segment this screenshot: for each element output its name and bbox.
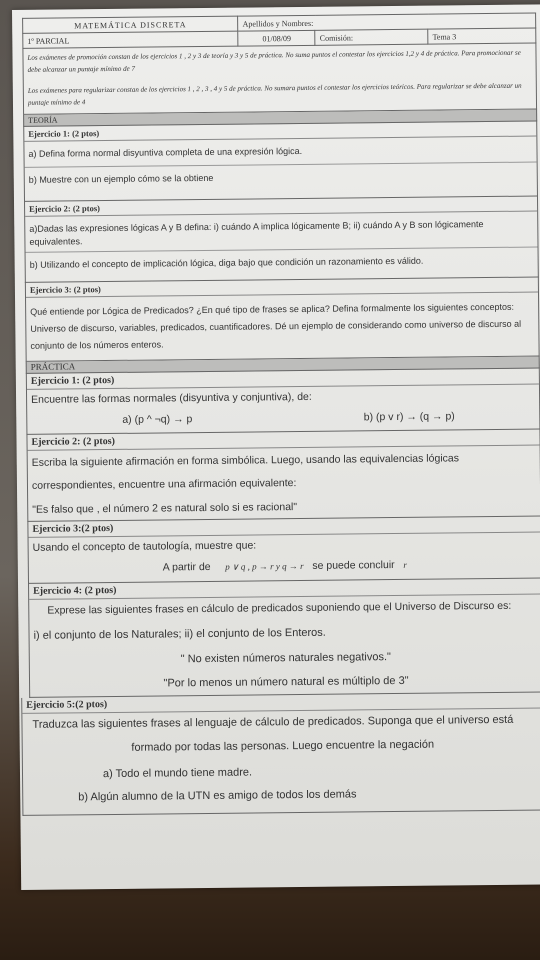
exam-topic: Tema 3 — [428, 28, 536, 44]
exercise-line: Escriba la siguiente afirmación en forma simbólica. Luego, usando las equivalencias lógicas — [31, 452, 460, 469]
exercise-title: Ejercicio 5:(2 ptos) — [22, 692, 540, 713]
exercise-title: Ejercicio 3: (2 ptos) — [26, 278, 538, 298]
exercise-line: "Es falso que , el número 2 es natural solo si es racional" — [32, 501, 298, 516]
names-label: Apellidos y Nombres: — [238, 13, 536, 31]
exercise-line: Traduzca las siguientes frases al lenguaje de cálculo de predicados. Suponga que el universo está — [32, 713, 514, 731]
rule-regularize: Los exámenes para regularizar constan de los ejercicios 1 , 2 , 3 , 4 y 5 de práctica. No sumara puntos el contestar los ejercicios teóricos. Para regularizar se debe alcanzar un puntaje mínimo de 4 — [27, 81, 522, 107]
formula: r — [403, 559, 407, 570]
exercise-title: Ejercicio 2: (2 ptos) — [25, 197, 537, 217]
text-part: A partir de — [162, 560, 211, 574]
exercise-line: Qué entiende por Lógica de Predicados? ¿En qué tipo de frases se aplica? Defina formalmente los siguientes conceptos: Universo de discurso, variables, predicados, cuantificadores. Dé un ejemplo de considerando como universo de discurso al conjunto de los números enteros. — [30, 301, 522, 351]
exam-paper — [12, 4, 540, 890]
exercise-line: Encuentre las formas normales (disyuntiva y conjuntiva), de: — [31, 390, 312, 406]
practica-ex4 — [28, 578, 540, 697]
text-part: se puede concluir — [312, 559, 395, 572]
teoria-ex3 — [25, 277, 540, 361]
exercise-line: b) Algún alumno de la UTN es amigo de todos los demás — [78, 788, 357, 804]
exercise-line: a)Dadas las expresiones lógicas A y B defina: i) cuándo A implica lógicamente B; ii) cuándo A y B son lógicamente equivalentes. — [25, 212, 537, 253]
practica-ex5 — [21, 692, 540, 815]
exam-sheet — [22, 13, 540, 816]
exercise-line: a) Todo el mundo tiene madre. — [102, 766, 253, 781]
exercise-line: correspondientes, encuentre una afirmación equivalente: — [31, 477, 297, 492]
exam-date: 01/08/09 — [238, 30, 315, 46]
exercise-line: Exprese las siguientes frases en cálculo de predicados suponiendo que el Universo de Discurso es: — [47, 599, 512, 617]
practica-ex2 — [26, 429, 540, 521]
commission-label: Comisión: — [315, 29, 428, 45]
exercise-line: b) Muestre con un ejemplo cómo se la obtiene — [28, 172, 214, 185]
formula: p ∨ q , p → r y q → r — [225, 560, 304, 572]
practica-band: PRÁCTICA — [26, 356, 540, 373]
exercise-line: Usando el concepto de tautología, muestre que: — [32, 539, 257, 554]
exercise-line: a) Defina forma normal disyuntiva completa de una expresión lógica. — [24, 137, 536, 168]
exercise-line: " No existen números naturales negativos." — [180, 651, 391, 666]
exercise-title: Ejercicio 4: (2 ptos) — [29, 578, 540, 599]
exercise-title: Ejercicio 1: (2 ptos) — [27, 369, 539, 390]
teoria-band: TEORÍA — [23, 110, 537, 127]
practica-ex3 — [27, 516, 540, 583]
exam-name: 1º PARCIAL — [23, 31, 239, 48]
practica-ex1 — [26, 368, 540, 434]
exercise-line: b) Utilizando el concepto de implicación lógica, diga bajo que condición un razonamiento es válido. — [29, 255, 424, 270]
exercise-line: formado por todas las personas. Luego encuentre la negación — [131, 738, 435, 754]
exercise-line: i) el conjunto de los Naturales; ii) el conjunto de los Enteros. — [33, 626, 326, 642]
exercise-title: Ejercicio 1: (2 ptos) — [24, 122, 536, 142]
exercise-title: Ejercicio 2: (2 ptos) — [27, 429, 539, 450]
exercise-title: Ejercicio 3:(2 ptos) — [28, 516, 540, 537]
teoria-ex2 — [24, 197, 539, 283]
option-b: b) (p v r) → (q → p) — [363, 410, 455, 424]
exercise-line: "Por lo menos un número natural es múltiplo de 3" — [163, 674, 409, 690]
teoria-ex1 — [23, 122, 538, 202]
rule-promotion: Los exámenes de promoción constan de los ejercicios 1 , 2 y 3 de teoría y 3 y 5 de práctica. No suma puntos el contestar los ejercicios 1,2 y 4 de práctica. Para promocionar se debe alcanzar un puntaje mínimo de 7 — [27, 48, 521, 74]
rules-block — [22, 44, 537, 115]
option-a: a) (p ^ ¬q) → p — [122, 413, 193, 426]
course-title: MATEMÁTICA DISCRETA — [23, 16, 239, 33]
